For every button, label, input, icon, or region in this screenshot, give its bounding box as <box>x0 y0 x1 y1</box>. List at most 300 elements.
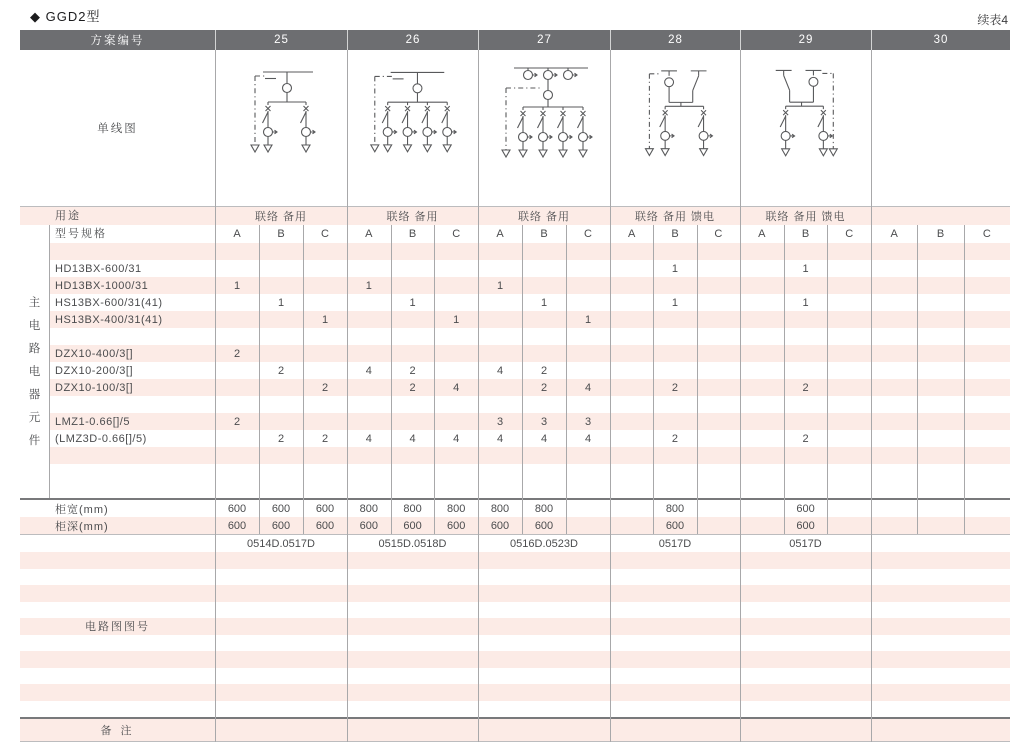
qty-cell <box>215 362 259 379</box>
component-row <box>49 260 1010 277</box>
qty-cell: 4 <box>365 364 372 377</box>
width-cell: 800 <box>490 502 510 515</box>
qty-cell <box>347 345 391 362</box>
qty-cell <box>434 345 478 362</box>
component-model-label: LMZ1-0.66[]/5 <box>55 415 130 428</box>
qty-group-29 <box>740 464 871 498</box>
qty-group-30 <box>871 277 1010 294</box>
component-model-label: (LMZ3D-0.66[]/5) <box>55 432 147 445</box>
subcolumn-header-B: B <box>801 228 810 240</box>
qty-cell: 1 <box>802 262 809 275</box>
qty-cell: 4 <box>496 364 504 377</box>
qty-cell <box>259 345 303 362</box>
column-divider <box>303 225 304 534</box>
qty-cell <box>964 430 1010 447</box>
diagram-row-label: 单线图 <box>97 123 138 135</box>
filler-row <box>49 328 1010 345</box>
qty-group-28 <box>610 413 740 430</box>
component-row <box>49 294 1010 311</box>
depth-group-25 <box>215 517 347 534</box>
qty-group-26 <box>347 464 478 498</box>
depth-cell: 600 <box>227 519 247 532</box>
qty-cell <box>827 362 871 379</box>
qty-cell <box>871 243 917 260</box>
depth-cell: 600 <box>447 519 466 532</box>
depth-cell <box>566 517 610 534</box>
subcolumn-header-B: B <box>408 228 417 240</box>
qty-cell <box>827 294 871 311</box>
qty-cell <box>522 447 566 464</box>
qty-cell <box>871 379 917 396</box>
filler-row <box>20 618 1010 635</box>
qty-group-30 <box>871 447 1010 464</box>
subcolumn-header-C: C <box>321 228 329 240</box>
component-model-label: DZX10-100/3[] <box>55 381 134 394</box>
qty-group-25 <box>215 396 347 413</box>
qty-group-30 <box>871 294 1010 311</box>
qty-cell <box>740 430 784 447</box>
qty-cell <box>215 464 259 498</box>
scheme-number-29: 29 <box>740 30 871 50</box>
qty-cell <box>871 430 917 447</box>
qty-cell <box>871 328 917 345</box>
qty-cell <box>347 311 391 328</box>
qty-cell <box>566 345 610 362</box>
width-group-28 <box>610 500 740 517</box>
width-cell: 800 <box>403 502 422 515</box>
column-divider <box>610 50 611 742</box>
qty-cell: 1 <box>321 313 329 326</box>
qty-cell <box>827 260 871 277</box>
qty-cell <box>917 294 963 311</box>
column-divider <box>522 225 523 534</box>
qty-group-26 <box>347 379 478 396</box>
width-cell <box>740 500 784 517</box>
circuit-diagram-number-section <box>20 535 1010 717</box>
usage-cells <box>215 207 1010 225</box>
scheme-number-27: 27 <box>478 30 610 50</box>
qty-cell <box>740 396 784 413</box>
scheme-number-header: 方案编号 <box>90 35 145 47</box>
width-cell: 800 <box>447 502 466 515</box>
qty-cell <box>259 311 303 328</box>
depth-cell <box>871 517 917 534</box>
qty-cell <box>871 277 917 294</box>
qty-cell <box>917 362 963 379</box>
column-divider <box>49 225 50 498</box>
qty-group-27 <box>478 277 610 294</box>
qty-cell: 2 <box>540 364 548 377</box>
qty-group-25 <box>215 430 347 447</box>
qty-group-29 <box>740 379 871 396</box>
qty-cell <box>697 260 740 277</box>
qty-cell <box>871 311 917 328</box>
qty-group-28 <box>610 311 740 328</box>
scheme-27-diagram-icon <box>478 50 610 206</box>
qty-group-27 <box>478 328 610 345</box>
qty-cell <box>964 260 1010 277</box>
continued-table-label: 续表4 <box>977 13 1008 27</box>
qty-cell <box>697 430 740 447</box>
qty-cell <box>653 447 696 464</box>
qty-group-27 <box>478 413 610 430</box>
qty-cell <box>653 362 696 379</box>
qty-cell <box>917 260 963 277</box>
qty-group-28 <box>610 277 740 294</box>
qty-cell <box>347 379 391 396</box>
depth-cell: 600 <box>271 519 291 532</box>
width-cell: 600 <box>227 502 247 515</box>
scheme-number-30: 30 <box>871 30 1010 50</box>
qty-cell <box>740 413 784 430</box>
side-label-char: 器 <box>28 388 41 401</box>
qty-cell <box>303 345 347 362</box>
qty-cell <box>259 379 303 396</box>
width-cell: 800 <box>359 502 379 515</box>
qty-group-27 <box>478 311 610 328</box>
qty-cell <box>610 430 653 447</box>
qty-group-28 <box>610 243 740 260</box>
qty-cell <box>347 328 391 345</box>
side-label-char: 电 <box>28 365 41 378</box>
qty-cell <box>964 379 1010 396</box>
depth-cell <box>697 517 740 534</box>
subcolumn-header-A: A <box>627 228 636 240</box>
scheme-26-diagram-icon <box>347 50 478 206</box>
qty-group-25 <box>215 464 347 498</box>
scheme-number-25: 25 <box>215 30 347 50</box>
qty-cell: 1 <box>453 313 460 326</box>
qty-cell <box>697 379 740 396</box>
qty-cell <box>917 379 963 396</box>
qty-cell <box>827 396 871 413</box>
qty-cell <box>697 311 740 328</box>
qty-cell <box>478 328 522 345</box>
qty-group-26 <box>347 396 478 413</box>
qty-cell <box>303 447 347 464</box>
qty-cell <box>697 294 740 311</box>
qty-cell <box>610 294 653 311</box>
qty-cell <box>697 447 740 464</box>
diagram-cell-26 <box>347 50 478 206</box>
qty-cell <box>827 464 871 498</box>
circuit-number-cell-28: 0517D <box>658 537 692 550</box>
qty-cell <box>391 396 435 413</box>
qty-cell <box>740 260 784 277</box>
depth-cell: 600 <box>534 519 554 532</box>
qty-cell <box>964 413 1010 430</box>
qty-cell <box>478 379 522 396</box>
qty-cell <box>303 294 347 311</box>
column-divider <box>391 225 392 534</box>
qty-group-25 <box>215 379 347 396</box>
qty-cell <box>740 362 784 379</box>
qty-cell <box>522 260 566 277</box>
qty-group-30 <box>871 260 1010 277</box>
qty-cell <box>522 311 566 328</box>
abc-group-30 <box>871 225 1010 243</box>
component-row <box>49 430 1010 447</box>
qty-cell <box>610 413 653 430</box>
circuit-number-cell-30 <box>871 535 1010 552</box>
column-divider <box>566 225 567 534</box>
filler-row <box>20 585 1010 602</box>
depth-group-29 <box>740 517 871 534</box>
qty-cell <box>434 260 478 277</box>
qty-group-26 <box>347 260 478 277</box>
qty-cell: 2 <box>409 364 416 377</box>
qty-cell <box>347 396 391 413</box>
qty-cell <box>391 413 435 430</box>
qty-group-27 <box>478 362 610 379</box>
qty-cell: 2 <box>540 381 548 394</box>
depth-group-30 <box>871 517 1010 534</box>
qty-cell <box>391 464 435 498</box>
qty-group-25 <box>215 277 347 294</box>
qty-cell <box>434 362 478 379</box>
qty-cell <box>917 447 963 464</box>
qty-cell <box>610 311 653 328</box>
qty-cell <box>917 413 963 430</box>
qty-group-25 <box>215 447 347 464</box>
subcolumn-header-A: A <box>758 228 766 240</box>
usage-row <box>20 207 1010 225</box>
qty-cell <box>347 243 391 260</box>
component-row <box>49 277 1010 294</box>
filler-row <box>20 552 1010 569</box>
column-divider <box>784 225 785 534</box>
component-model-label: DZX10-400/3[] <box>55 347 134 360</box>
column-divider <box>964 225 965 534</box>
qty-cell <box>259 328 303 345</box>
qty-cell <box>740 311 784 328</box>
qty-cell <box>871 396 917 413</box>
circuit-diagram-number-label: 电路图图号 <box>85 621 150 633</box>
remarks-label: 备 注 <box>100 725 135 737</box>
qty-group-26 <box>347 243 478 260</box>
qty-cell: 4 <box>584 381 592 394</box>
component-model-label <box>49 328 215 345</box>
qty-cell <box>964 311 1010 328</box>
usage-row-label: 用途 <box>55 210 81 222</box>
qty-group-29 <box>740 447 871 464</box>
qty-cell <box>259 396 303 413</box>
qty-group-28 <box>610 447 740 464</box>
qty-cell <box>478 311 522 328</box>
subcolumn-header-B: B <box>277 228 285 240</box>
subcolumn-header-A: A <box>365 228 373 240</box>
qty-group-26 <box>347 413 478 430</box>
qty-cell <box>740 294 784 311</box>
width-cell: 600 <box>271 502 291 515</box>
qty-cell <box>917 243 963 260</box>
component-model-label <box>49 396 215 413</box>
usage-cell-26: 联络 备用 <box>386 211 439 223</box>
qty-cell <box>566 243 610 260</box>
qty-cell: 4 <box>540 432 548 445</box>
cabinet-width-cells <box>215 500 1010 517</box>
qty-group-29 <box>740 345 871 362</box>
qty-cell <box>434 464 478 498</box>
qty-cell <box>964 294 1010 311</box>
subcolumn-header-C: C <box>584 228 592 240</box>
scheme-columns <box>215 30 1010 50</box>
subcolumn-header-A: A <box>890 228 898 240</box>
table-header-row <box>20 30 1010 50</box>
qty-group-25 <box>215 362 347 379</box>
subcolumn-header-C: C <box>845 228 854 240</box>
qty-cell: 2 <box>671 381 679 394</box>
qty-cell <box>871 260 917 277</box>
component-rows <box>49 243 1010 498</box>
qty-cell <box>784 413 828 430</box>
qty-cell <box>610 464 653 498</box>
side-label-char: 主 <box>28 296 41 309</box>
component-row <box>49 311 1010 328</box>
qty-cell <box>610 328 653 345</box>
qty-group-30 <box>871 345 1010 362</box>
qty-cell: 4 <box>584 432 592 445</box>
depth-cell: 600 <box>490 519 510 532</box>
column-divider <box>871 50 872 742</box>
qty-cell: 4 <box>365 432 372 445</box>
qty-cell <box>566 362 610 379</box>
qty-cell <box>784 396 828 413</box>
qty-cell <box>697 464 740 498</box>
qty-cell <box>653 311 696 328</box>
column-divider <box>434 225 435 534</box>
qty-group-29 <box>740 277 871 294</box>
qty-cell <box>391 447 435 464</box>
qty-cell: 1 <box>409 296 416 309</box>
qty-cell: 2 <box>802 432 809 445</box>
qty-cell <box>917 345 963 362</box>
qty-cell <box>964 243 1010 260</box>
qty-cell <box>391 243 435 260</box>
circuit-number-cell-29: 0517D <box>789 537 822 550</box>
width-group-26 <box>347 500 478 517</box>
qty-group-30 <box>871 413 1010 430</box>
column-divider <box>740 50 741 742</box>
qty-cell <box>697 345 740 362</box>
qty-group-27 <box>478 430 610 447</box>
qty-cell: 2 <box>321 432 329 445</box>
depth-cell <box>610 517 653 534</box>
qty-cell <box>391 328 435 345</box>
diagram-cell-30 <box>871 50 1010 206</box>
qty-cell <box>653 328 696 345</box>
qty-cell: 2 <box>321 381 329 394</box>
diagram-cell-27 <box>478 50 610 206</box>
qty-group-25 <box>215 413 347 430</box>
qty-group-28 <box>610 430 740 447</box>
qty-cell <box>610 447 653 464</box>
qty-group-26 <box>347 328 478 345</box>
qty-cell: 3 <box>584 415 592 428</box>
qty-cell: 4 <box>453 381 460 394</box>
qty-group-28 <box>610 362 740 379</box>
filler-row <box>20 635 1010 652</box>
qty-group-28 <box>610 345 740 362</box>
component-row <box>49 379 1010 396</box>
qty-group-29 <box>740 328 871 345</box>
qty-cell <box>215 430 259 447</box>
qty-cell <box>215 328 259 345</box>
qty-cell: 1 <box>802 296 809 309</box>
qty-cell <box>740 243 784 260</box>
width-cell: 600 <box>315 502 335 515</box>
subcolumn-header-C: C <box>714 228 723 240</box>
usage-cell-29: 联络 备用 馈电 <box>765 211 846 223</box>
qty-cell <box>653 413 696 430</box>
qty-cell <box>215 311 259 328</box>
qty-cell: 2 <box>409 381 416 394</box>
circuit-number-cell-26: 0515D.0518D <box>378 537 447 550</box>
qty-cell <box>259 413 303 430</box>
qty-cell <box>610 396 653 413</box>
filler-row <box>49 243 1010 260</box>
qty-cell <box>478 447 522 464</box>
qty-group-26 <box>347 277 478 294</box>
qty-cell <box>827 243 871 260</box>
qty-group-25 <box>215 328 347 345</box>
qty-cell <box>610 379 653 396</box>
qty-cell <box>347 447 391 464</box>
subcolumn-header-C: C <box>982 228 991 240</box>
qty-cell <box>522 243 566 260</box>
qty-cell: 1 <box>671 296 679 309</box>
qty-cell <box>827 328 871 345</box>
scheme-number-26: 26 <box>347 30 478 50</box>
qty-group-30 <box>871 328 1010 345</box>
width-group-29 <box>740 500 871 517</box>
qty-group-26 <box>347 345 478 362</box>
qty-cell: 4 <box>496 432 504 445</box>
bottom-border-line <box>20 741 1010 742</box>
qty-cell <box>347 260 391 277</box>
qty-cell <box>917 464 963 498</box>
qty-cell <box>827 345 871 362</box>
qty-cell: 2 <box>277 364 285 377</box>
qty-cell <box>391 345 435 362</box>
column-divider <box>347 50 348 742</box>
qty-cell <box>566 396 610 413</box>
qty-group-28 <box>610 260 740 277</box>
qty-cell <box>215 294 259 311</box>
qty-cell <box>303 277 347 294</box>
qty-group-25 <box>215 243 347 260</box>
qty-cell <box>784 311 828 328</box>
qty-cell <box>610 362 653 379</box>
filler-row <box>20 602 1010 619</box>
depth-cell: 600 <box>359 519 379 532</box>
qty-cell: 1 <box>584 313 592 326</box>
depth-cell: 600 <box>665 519 685 532</box>
abc-subcolumn-headers <box>215 225 1010 243</box>
qty-group-25 <box>215 311 347 328</box>
model-spec-header-row <box>20 225 1010 243</box>
component-row <box>49 362 1010 379</box>
qty-cell <box>697 362 740 379</box>
qty-cell <box>964 345 1010 362</box>
cabinet-depth-cells <box>215 517 1010 534</box>
diagram-cell-25 <box>215 50 347 206</box>
qty-cell: 1 <box>365 279 372 292</box>
qty-cell <box>434 243 478 260</box>
qty-cell <box>697 328 740 345</box>
width-cell <box>917 500 963 517</box>
qty-cell <box>259 260 303 277</box>
